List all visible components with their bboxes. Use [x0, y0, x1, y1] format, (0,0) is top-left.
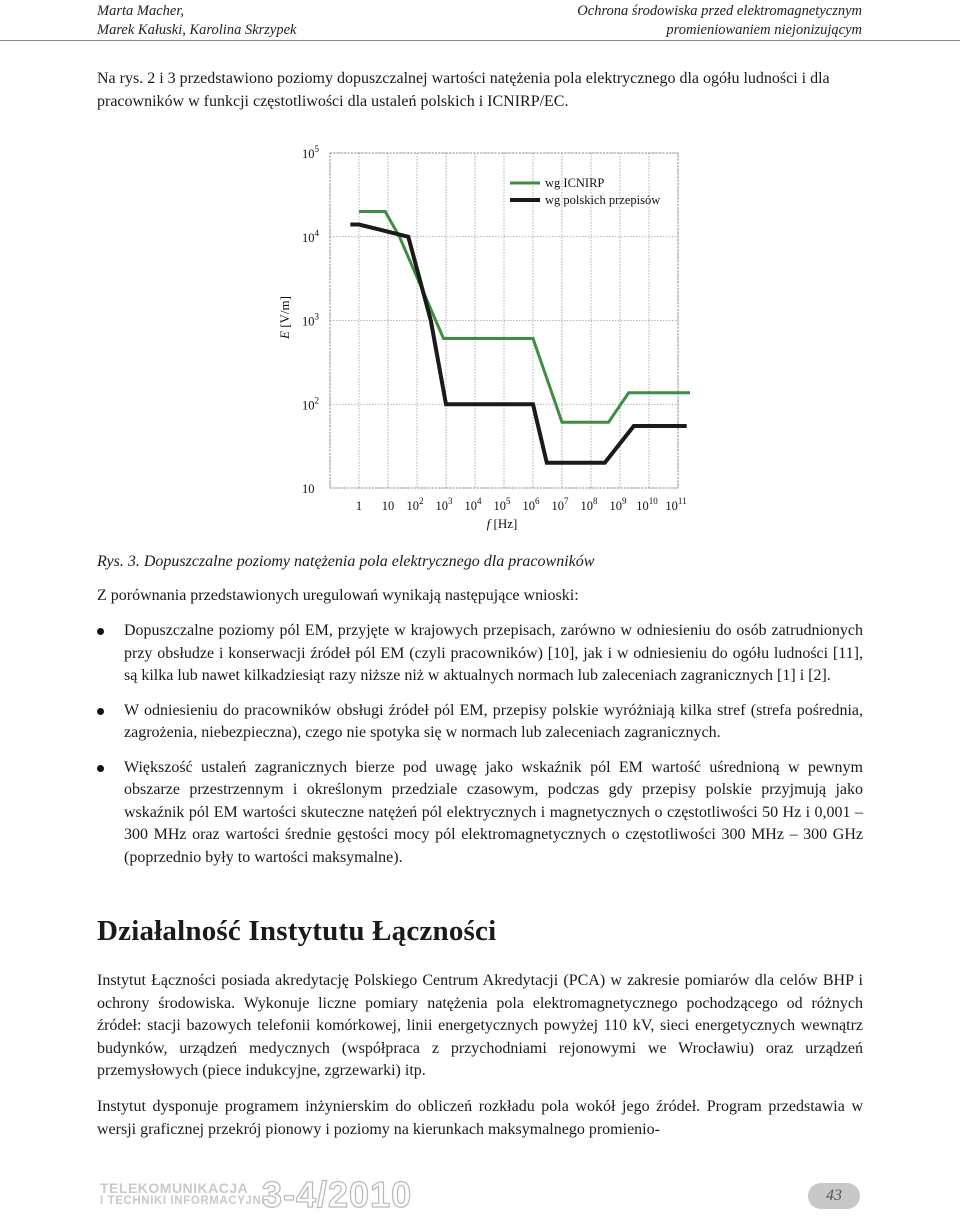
- y-tick-label: 10: [302, 482, 315, 496]
- header-title-line2: promieniowaniem niejonizującym: [666, 22, 862, 38]
- running-header-title: [577, 2, 862, 40]
- list-item: [97, 757, 863, 870]
- y-axis-title: E [V/m]: [277, 296, 292, 339]
- body-paragraph: Instytut dysponuje programem inżynierskim do obliczeń rozkładu pola wokół jego źródeł. Program przedstawia w wersji graficznej przekrój pionowy i poziomy na kierunkach maksymalnego promienio-: [97, 1098, 863, 1138]
- running-header-authors: [97, 2, 296, 40]
- x-tick-label: 1: [355, 499, 363, 513]
- issue-number: 3-4/2010: [262, 1174, 413, 1215]
- body-paragraph: Instytut Łączności posiada akredytację Polskiego Centrum Akredytacji (PCA) w zakresie pomiarów dla celów BHP i ochrony środowiska. Wykonuje liczne pomiary natężenia pola elektromagnetycznego pochodzącego od różnych źródeł: stacji bazowych telefonii komórkowej, linii energetycznych powyżej 110 kV, sieci energetycznych wewnątrz budynków, urządzeń medycznych (współpraca z przychodniami rejonowymi we Wrocławiu) oraz urządzeń przemysłowych (piece indukcyjne, zgrzewarki) itp.: [97, 972, 863, 1079]
- bullet-icon: [97, 765, 104, 772]
- journal-name-line2: I TECHNIKI INFORMACYJNE: [100, 1195, 270, 1207]
- section-heading: Działalność Instytutu Łączności: [97, 915, 497, 947]
- series-line-2: [350, 225, 686, 463]
- bullet-icon: [97, 628, 104, 635]
- conclusions-lead: Z porównania przedstawionych uregulowań wynikają następujące wnioski:: [97, 587, 579, 604]
- x-tick-label: $10^2$: [406, 496, 424, 513]
- journal-name-line1: TELEKOMUNIKACJA: [100, 1180, 249, 1196]
- conclusions-list: [97, 620, 863, 881]
- header-authors-line1: Marta Macher,: [97, 3, 184, 19]
- x-tick-label: $10^6$: [522, 496, 540, 513]
- header-title-line1: Ochrona środowiska przed elektromagnetycznym: [577, 3, 862, 19]
- list-item-text: W odniesieniu do pracowników obsługi źródeł pól EM, przepisy polskie wyróżniają kilka stref (strefa pośrednia, zagrożenia, niebezpieczna), czego nie spotyka się w normach lub zaleceniach zagranicznych.: [124, 701, 863, 741]
- page-number-badge: 43: [808, 1183, 860, 1209]
- x-tick-label: $10^3$: [435, 496, 453, 513]
- header-authors-line2: Marek Kałuski, Karolina Skrzypek: [97, 22, 297, 38]
- x-tick-label: $10^{11}$: [665, 496, 687, 513]
- bullet-icon: [97, 708, 104, 715]
- figure-caption: Rys. 3. Dopuszczalne poziomy natężenia pola elektrycznego dla pracowników: [97, 553, 595, 570]
- x-tick-label: $10^7$: [551, 496, 569, 513]
- legend-label: wg ICNIRP: [545, 176, 605, 190]
- x-tick-label: 10: [381, 499, 395, 513]
- list-item-text: Większość ustaleń zagranicznych bierze pod uwagę jako wskaźnik pól EM wartość uśrednioną w pewnym obszarze przestrzennym i określonym przedziale czasowym, podczas gdy przepisy polskie przyjmują jako wskaźnik pól EM wartości skuteczne natężeń pól elektrycznych i magnetycznych o częstotliwości 50 Hz i 0,001 – 300 MHz oraz wartości średnie gęstości mocy pól elektromagnetycznych o częstotliwości 300 MHz – 300 GHz (poprzednio były to wartości maksymalne).: [124, 758, 863, 866]
- x-tick-label: $10^4$: [464, 496, 482, 513]
- x-tick-label: $10^9$: [609, 496, 627, 513]
- list-item: [97, 700, 863, 745]
- list-item: [97, 620, 863, 688]
- x-tick-label: $10^5$: [493, 496, 511, 513]
- x-tick-label: $10^8$: [580, 496, 598, 513]
- x-tick-label: $10^{10}$: [636, 496, 658, 513]
- y-tick-label: $10^3$: [302, 311, 319, 329]
- y-tick-label: $10^4$: [302, 227, 319, 245]
- y-tick-label: $10^2$: [302, 395, 319, 413]
- list-item-text: Dopuszczalne poziomy pól EM, przyjęte w krajowych przepisach, zarówno w odniesieniu do osób zatrudnionych przy obsłudze i konserwacji źródeł pól EM (czyli pracowników) [10], jak i w odniesieniu do ogółu ludności [11], są kilka lub nawet kilkadziesiąt razy niższe niż w aktualnych normach lub zaleceniach zagranicznych [1] i [2].: [124, 622, 863, 684]
- e-field-limits-chart: [270, 138, 690, 538]
- intro-paragraph: Na rys. 2 i 3 przedstawiono poziomy dopuszczalnej wartości natężenia pola elektrycznego dla ogółu ludności i dla pracowników w funkcji częstotliwości dla ustaleń polskich i ICNIRP/EC.: [97, 70, 830, 110]
- legend-label: wg polskich przepisów: [545, 193, 661, 207]
- header-rule: [0, 40, 960, 41]
- y-tick-label: $10^5$: [302, 144, 319, 161]
- x-axis-title: f [Hz]: [486, 516, 518, 531]
- journal-logo: [100, 1181, 270, 1208]
